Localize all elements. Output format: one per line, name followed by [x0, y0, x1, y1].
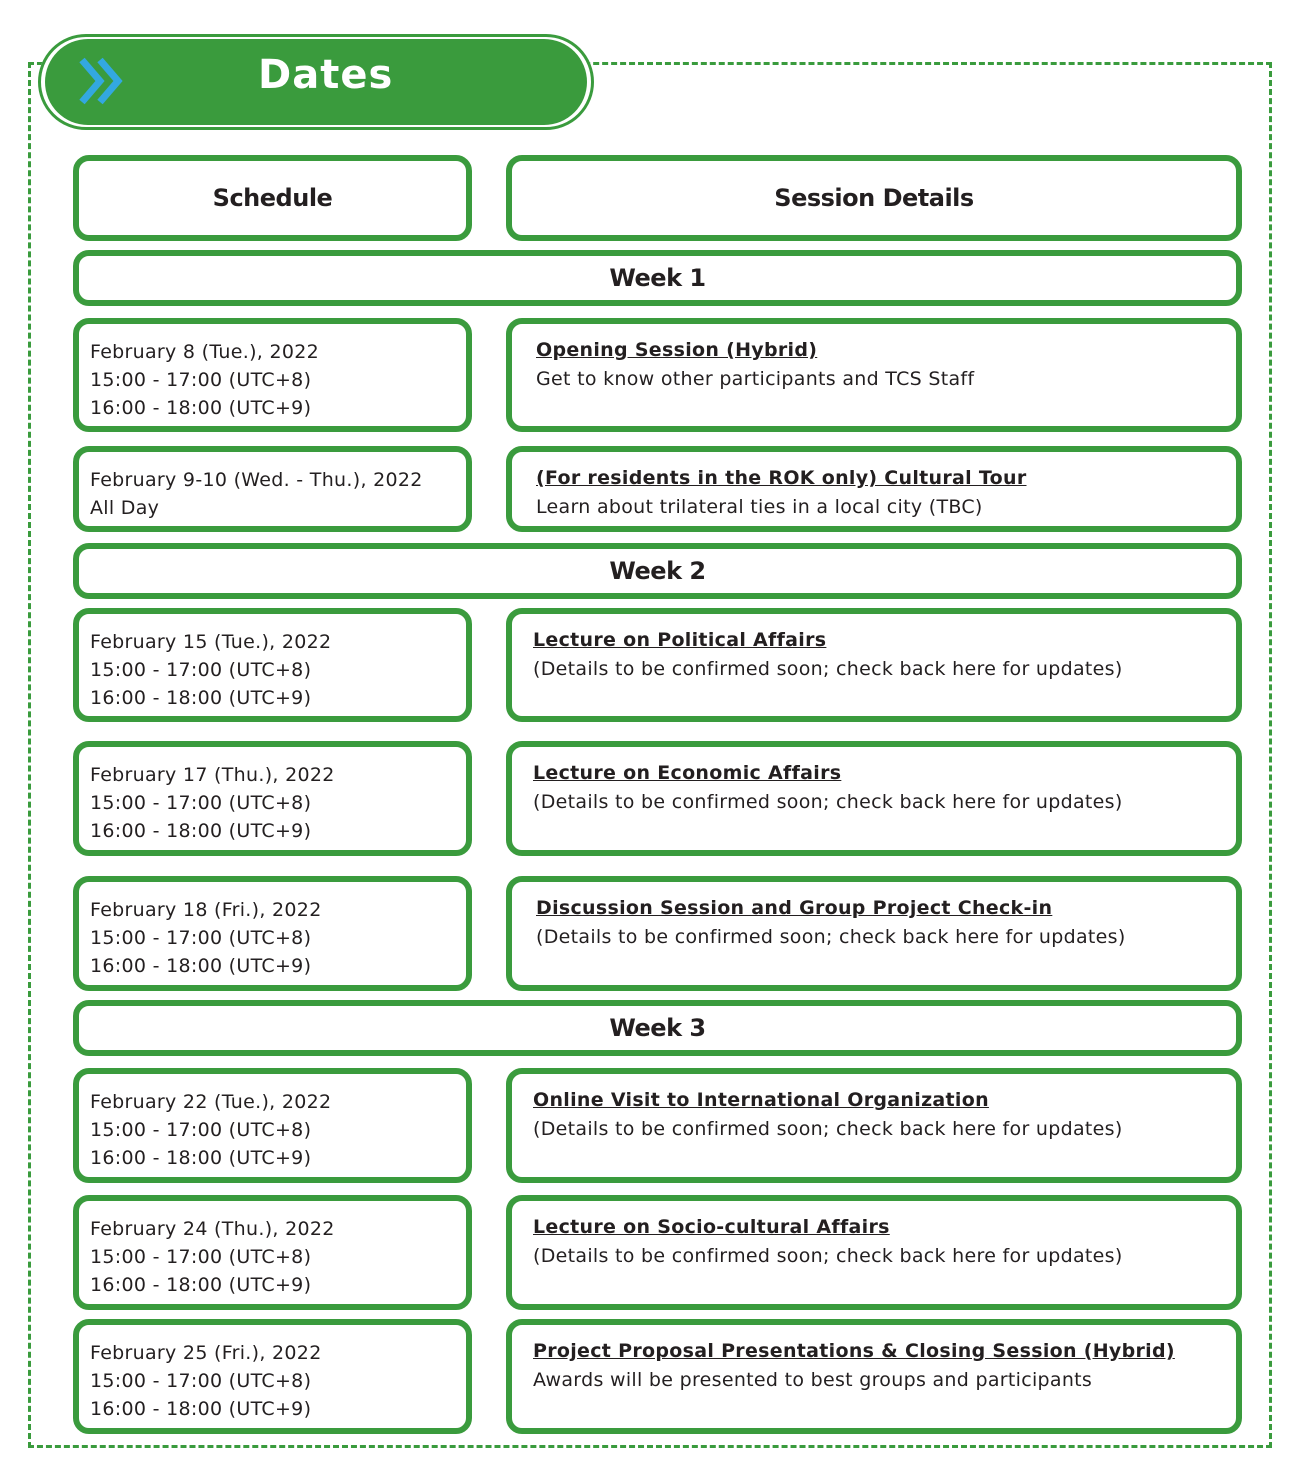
schedule-time: 15:00 - 17:00 (UTC+8) [90, 1119, 312, 1141]
schedule-time: 16:00 - 18:00 (UTC+9) [90, 397, 312, 419]
schedule-time: 15:00 - 17:00 (UTC+8) [90, 1370, 312, 1392]
schedule-date: February 25 (Fri.), 2022 [90, 1342, 322, 1364]
schedule-time: 16:00 - 18:00 (UTC+9) [90, 1398, 312, 1420]
session-cell [506, 1319, 1242, 1434]
schedule-header: Schedule [73, 155, 472, 241]
session-cell [506, 1195, 1242, 1310]
schedule-time: 16:00 - 18:00 (UTC+9) [90, 1274, 312, 1296]
schedule-cell [73, 608, 472, 722]
schedule-time: 16:00 - 18:00 (UTC+9) [90, 1147, 312, 1169]
session-description: (Details to be confirmed soon; check back here for updates) [533, 1118, 1123, 1140]
schedule-time: 16:00 - 18:00 (UTC+9) [90, 687, 312, 709]
schedule-date: February 8 (Tue.), 2022 [90, 341, 320, 363]
session-title-link[interactable]: Opening Session (Hybrid) [536, 339, 818, 361]
session-description: (Details to be confirmed soon; check back here for updates) [533, 1245, 1123, 1267]
schedule-time: 15:00 - 17:00 (UTC+8) [90, 1246, 312, 1268]
session-description: (Details to be confirmed soon; check back here for updates) [533, 658, 1123, 680]
schedule-cell [73, 876, 472, 991]
schedule-date: February 22 (Tue.), 2022 [90, 1091, 332, 1113]
schedule-time: 15:00 - 17:00 (UTC+8) [90, 369, 312, 391]
session-title-link[interactable]: Lecture on Socio-cultural Affairs [533, 1216, 890, 1238]
double-chevron-right-icon [76, 56, 128, 106]
week-2-header: Week 2 [73, 543, 1242, 599]
schedule-cell [73, 446, 472, 532]
schedule-date: February 17 (Thu.), 2022 [90, 764, 335, 786]
session-title-link[interactable]: Lecture on Political Affairs [533, 629, 827, 651]
session-title-link[interactable]: (For residents in the ROK only) Cultural Tour [536, 467, 1027, 489]
session-cell [506, 318, 1242, 432]
week-3-header: Week 3 [73, 1000, 1242, 1056]
session-description: (Details to be confirmed soon; check back here for updates) [536, 926, 1126, 948]
week-1-header: Week 1 [73, 250, 1242, 306]
schedule-cell [73, 318, 472, 432]
schedule-time: 15:00 - 17:00 (UTC+8) [90, 792, 312, 814]
session-description: (Details to be confirmed soon; check back here for updates) [533, 791, 1123, 813]
session-cell [506, 608, 1242, 722]
schedule-cell [73, 741, 472, 856]
schedule-date: February 24 (Thu.), 2022 [90, 1218, 335, 1240]
session-title-link[interactable]: Online Visit to International Organization [533, 1089, 989, 1111]
schedule-cell [73, 1319, 472, 1434]
session-description: Learn about trilateral ties in a local city (TBC) [536, 496, 983, 518]
schedule-time: All Day [90, 497, 160, 519]
session-cell [506, 876, 1242, 991]
session-title-link[interactable]: Discussion Session and Group Project Check-in [536, 897, 1053, 919]
session-cell [506, 741, 1242, 856]
session-title-link[interactable]: Lecture on Economic Affairs [533, 762, 842, 784]
schedule-cell [73, 1068, 472, 1183]
schedule-time: 15:00 - 17:00 (UTC+8) [90, 659, 312, 681]
schedule-time: 16:00 - 18:00 (UTC+9) [90, 820, 312, 842]
session-cell [506, 1068, 1242, 1183]
schedule-cell [73, 1195, 472, 1310]
page-title: Dates [258, 52, 394, 98]
session-description: Awards will be presented to best groups and participants [533, 1369, 1093, 1391]
schedule-time: 15:00 - 17:00 (UTC+8) [90, 927, 312, 949]
session-title-link[interactable]: Project Proposal Presentations & Closing Session (Hybrid) [533, 1340, 1175, 1362]
session-details-header: Session Details [506, 155, 1242, 241]
session-description: Get to know other participants and TCS Staff [536, 368, 975, 390]
schedule-date: February 9-10 (Wed. - Thu.), 2022 [90, 469, 423, 491]
schedule-date: February 18 (Fri.), 2022 [90, 899, 322, 921]
session-cell [506, 446, 1242, 532]
schedule-time: 16:00 - 18:00 (UTC+9) [90, 955, 312, 977]
schedule-date: February 15 (Tue.), 2022 [90, 631, 332, 653]
